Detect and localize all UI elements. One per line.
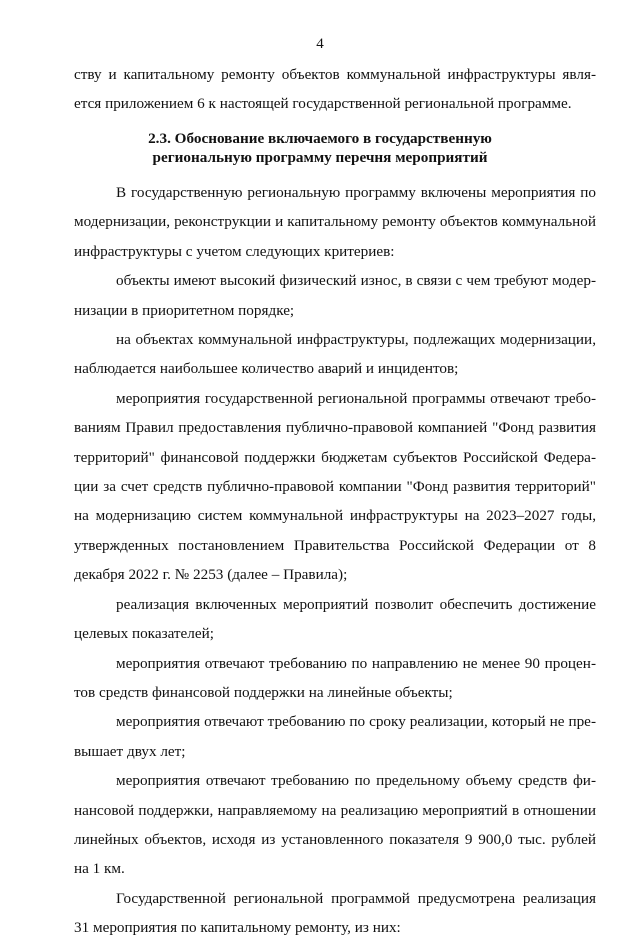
lead-paragraph: ству и капитальному ремонту объектов коммунальной инфраструктуры является приложением 6 к настоящей государственной региональной программе. [74, 66, 596, 113]
page-number: 4 [316, 36, 324, 52]
paragraph-criterion-accidents: на объектах коммунальной инфраструктуры, подлежащих модернизации, наблюдается наибольшее количество аварий и инцидентов; [74, 331, 596, 378]
paragraph-criterion-rules: мероприятия государственной региональной программы отвечают требованиям Правил предоставления публично-правовой компанией "Фонд развития территорий" финансовой поддержки бюджетам субъектов Российской Федерации за счет средств публично-правовой компании "Фонд развития территорий" на модернизацию систем коммунальной инфраструктуры на 2023–2027 годы, утвержденных постановлением Правительства Российской Федерации от 8 декабря 2022 г. № 2253 (далее – Правила); [74, 389, 596, 584]
paragraph-intro: В государственную региональную программу включены мероприятия по модернизации, реконструкции и капитальному ремонту объектов коммунальной инфраструктуры с учетом следующих критериев: [74, 184, 596, 260]
paragraph-criterion-wear: объекты имеют высокий физический износ, в связи с чем требуют модернизации в приоритетном порядке; [74, 272, 596, 319]
lead-paragraph-block [74, 60, 596, 119]
paragraph-criterion-max-volume: мероприятия отвечают требованию по предельному объему средств финансовой поддержки, направляемому на реализацию мероприятий в отношении линейных объектов, исходя из установленного показателя 9 900,0 тыс. рублей на 1 км. [74, 772, 596, 878]
paragraph-summary: Государственной региональной программой предусмотрена реализация 31 мероприятия по капитальному ремонту, из них: [74, 889, 596, 937]
paragraph-criterion-linear-share: мероприятия отвечают требованию по направлению не менее 90 процентов средств финансовой поддержки на линейные объекты; [74, 654, 596, 701]
paragraph-criterion-targets: реализация включенных мероприятий позволит обеспечить достижение целевых показателей; [74, 595, 596, 643]
section-heading-line-2: региональную программу перечня мероприятий [152, 149, 488, 166]
paragraph-criterion-term: мероприятия отвечают требованию по сроку реализации, который не превышает двух лет; [74, 713, 596, 760]
section-heading [0, 129, 640, 167]
section-heading-line-1: 2.3. Обоснование включаемого в государственную [148, 130, 492, 147]
body-text [74, 178, 596, 943]
